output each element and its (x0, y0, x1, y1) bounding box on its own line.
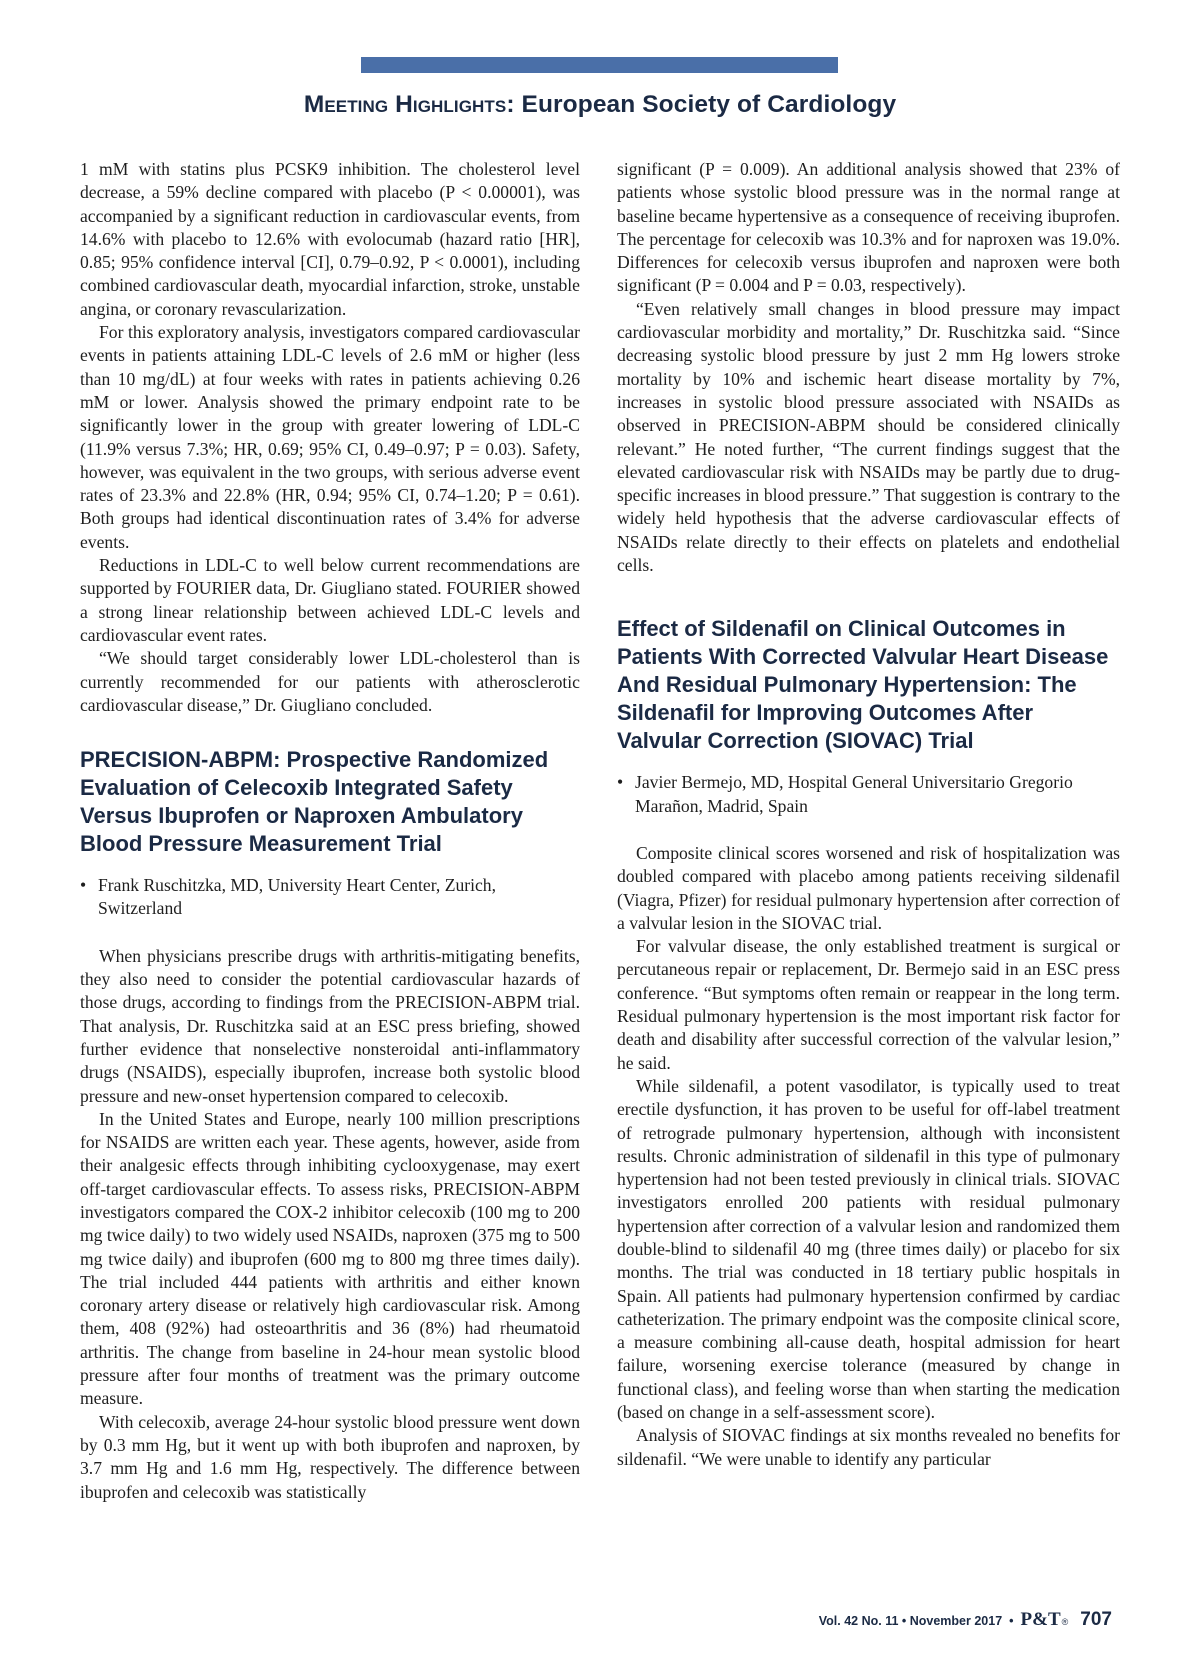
separator-dot: • (1009, 1614, 1014, 1628)
left-column (80, 158, 580, 1504)
author-byline (80, 874, 580, 921)
body-paragraph: Analysis of SIOVAC findings at six months revealed no benefits for sildenafil. “We were unable to identify any particular (617, 1425, 1120, 1469)
body-paragraph: 1 mM with statins plus PCSK9 inhibition. The cholesterol level decrease, a 59% decline compared with placebo (P < 0.00001), was accompanied by a significant reduction in cardiovascular events, from 14.6% with placebo to 12.6% with evolocumab (hazard ratio [HR], 0.85; 95% confidence interval [CI], 0.79–0.92, P < 0.0001), including combined cardiovascular death, myocardial infarction, stroke, unstable angina, or coronary revascularization. (80, 159, 580, 319)
author-text: Frank Ruschitzka, MD, University Heart Center, Zurich, Switzerland (98, 875, 496, 919)
body-paragraph: Reductions in LDL-C to well below current recommendations are supported by FOURIER data, Dr. Giugliano stated. FOURIER showed a strong linear relationship between achieved LDL-C levels and cardiovascular event rates. (80, 555, 580, 645)
bullet-icon: • (80, 875, 87, 896)
body-paragraph: “We should target considerably lower LDL-cholesterol than is currently recommended for our patients with atherosclerotic cardiovascular disease,” Dr. Giugliano concluded. (80, 648, 580, 715)
bullet-icon: • (617, 772, 624, 793)
journal-logo: P&T (1020, 1609, 1061, 1630)
body-paragraph: With celecoxib, average 24-hour systolic blood pressure went down by 0.3 mm Hg, but it went up with both ibuprofen and naproxen, by 3.7 mm Hg and 1.6 mm Hg, respectively. The difference between ibuprofen and celecoxib was statistically (80, 1411, 580, 1502)
page-number: 707 (1080, 1609, 1112, 1630)
body-paragraph: significant (P = 0.009). An additional analysis showed that 23% of patients whose systolic blood pressure was in the normal range at baseline became hypertensive as a consequence of receiving ibuprofen. The percentage for celecoxib was 10.3% and for naproxen was 19.0%. Differences for celecoxib versus ibuprofen and naproxen were both significant (P = 0.004 and P = 0.03, respectively). (617, 159, 1120, 296)
header-color-bar (361, 57, 838, 73)
author-text: Javier Bermejo, MD, Hospital General Universitario Gregorio Marañon, Madrid, Spain (635, 772, 1073, 816)
body-paragraph: Composite clinical scores worsened and risk of hospitalization was doubled compared with placebo among patients receiving sildenafil (Viagra, Pfizer) for residual pulmonary hypertension after correction of a valvular lesion in the SIOVAC trial. (617, 842, 1120, 933)
body-paragraph: For this exploratory analysis, investigators compared cardiovascular events in patients attaining LDL-C levels of 2.6 mM or higher (less than 10 mg/dL) at four weeks with rates in patients achieving 0.26 mM or lower. Analysis showed the primary endpoint rate to be significantly lower in the group with greater lowering of LDL-C (11.9% versus 7.3%; HR, 0.69; 95% CI, 0.49–0.97; P = 0.03). Safety, however, was equivalent in the two groups, with serious adverse event rates of 23.3% and 22.8% (HR, 0.94; 95% CI, 0.74–1.20; P = 0.61). Both groups had identical discontinuation rates of 3.4% for adverse events. (80, 322, 580, 552)
header-title-caps: Meeting Highlights (303, 91, 507, 118)
body-paragraph: When physicians prescribe drugs with arthritis-mitigating benefits, they also need to consider the potential cardiovascular hazards of those drugs, according to findings from the PRECISION-ABPM trial. That analysis, Dr. Ruschitzka said at an ESC press briefing, showed further evidence that nonselective nonsteroidal anti-inflammatory drugs (NSAIDS), especially ibuprofen, increase both systolic blood pressure and new-onset hypertension compared to celecoxib. (80, 945, 580, 1106)
page-header (0, 91, 1200, 119)
section-heading-precision-abpm: PRECISION-ABPM: Prospective Randomized Evaluation of Celecoxib Integrated Safety Versus Ibuprofen or Naproxen Ambulatory Blood Pressure Measurement Trial (80, 747, 549, 857)
page-footer (819, 1609, 1112, 1631)
issue-info: Vol. 42 No. 11 • November 2017 (818, 1614, 1003, 1628)
body-paragraph: In the United States and Europe, nearly 100 million prescriptions for NSAIDS are written each year. These agents, however, aside from their analgesic effects through inhibiting cyclooxygenase, may exert off-target cardiovascular effects. To assess risks, PRECISION-ABPM investigators compared the COX-2 inhibitor celecoxib (100 mg to 200 mg twice daily) to two widely used NSAIDs, naproxen (375 mg to 500 mg twice daily) and ibuprofen (600 mg to 800 mg three times daily). The trial included 444 patients with arthritis and either known coronary artery disease or relatively high cardiovascular risk. Among them, 408 (92%) had osteoarthritis and 36 (8%) had rheumatoid arthritis. The change from baseline in 24-hour mean systolic blood pressure after four months of treatment was the primary outcome measure. (80, 1108, 580, 1409)
author-byline (617, 771, 1120, 818)
right-column (617, 158, 1120, 1471)
body-paragraph: For valvular disease, the only established treatment is surgical or percutaneous repair or replacement, Dr. Bermejo said in an ESC press conference. “But symptoms often remain or reappear in the long term. Residual pulmonary hypertension is the most important risk factor for death and disability after successful correction of the valvular lesion,” he said. (617, 936, 1120, 1073)
header-title-rest: : European Society of Cardiology (506, 91, 897, 118)
body-paragraph: “Even relatively small changes in blood pressure may impact cardiovascular morbidity and mortality,” Dr. Ruschitzka said. “Since decreasing systolic blood pressure by just 2 mm Hg lowers stroke mortality by 10% and ischemic heart disease mortality by 7%, increases in systolic blood pressure associated with NSAIDs as observed in PRECISION-ABPM should be considered clinically relevant.” He noted further, “The current findings suggest that the elevated cardiovascular risk with NSAIDs may be partly due to drug-specific increases in blood pressure.” That suggestion is contrary to the widely held hypothesis that the adverse cardiovascular effects of NSAIDs relate directly to their effects on platelets and endothelial cells. (617, 298, 1120, 576)
section-heading-siovac: Effect of Sildenafil on Clinical Outcomes in Patients With Corrected Valvular Heart Disease And Residual Pulmonary Hypertension: The Sildenafil for Improving Outcomes After Valvular Correction (SIOVAC) Trial (617, 616, 1109, 754)
registered-mark: ® (1061, 1617, 1069, 1627)
body-paragraph: While sildenafil, a potent vasodilator, is typically used to treat erectile dysfunction, it has proven to be useful for off-label treatment of retrograde pulmonary hypertension, although with inconsistent results. Chronic administration of sildenafil in this type of pulmonary hypertension had not been tested previously in clinical trials. SIOVAC investigators enrolled 200 patients with residual pulmonary hypertension after correction of a valvular lesion and randomized them double-blind to sildenafil 40 mg (three times daily) or placebo for six months. The trial was conducted in 18 tertiary public hospitals in Spain. All patients had pulmonary hypertension confirmed by cardiac catheterization. The primary endpoint was the composite clinical score, a measure combining all-cause death, hospital admission for heart failure, worsening exercise tolerance (measured by change in functional class), and feeling worse than when starting the medication (based on change in a self-assessment score). (617, 1075, 1120, 1423)
